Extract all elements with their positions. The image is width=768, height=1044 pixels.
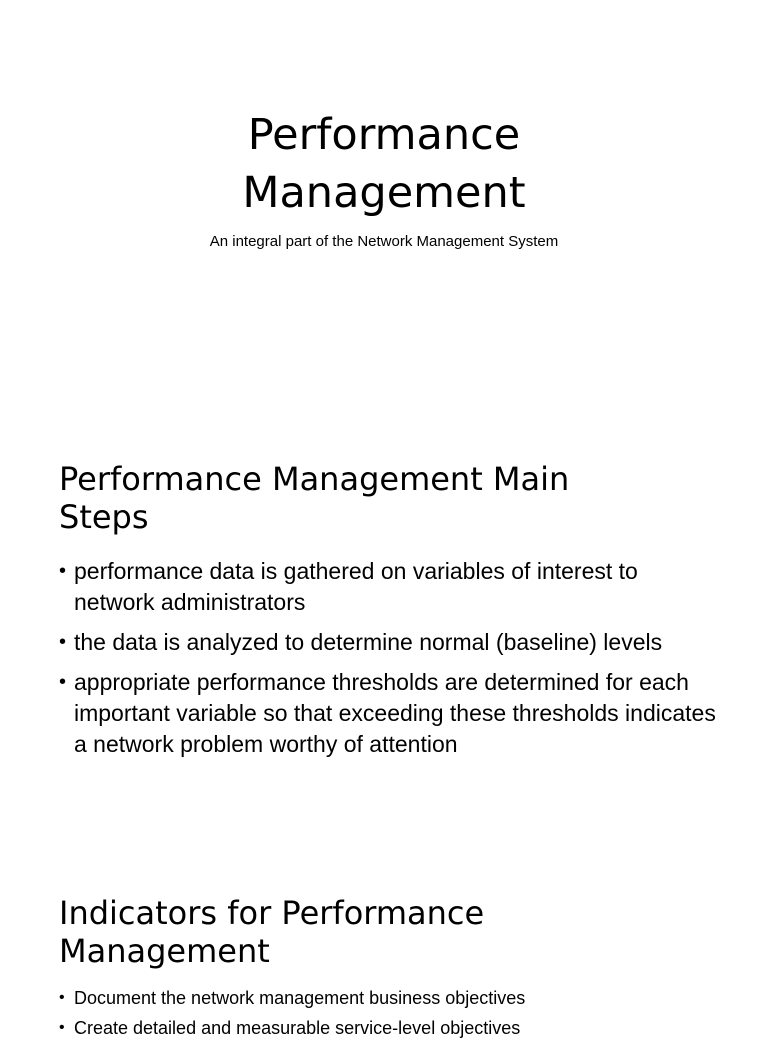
slide-heading — [59, 894, 738, 970]
bullet-item — [59, 984, 718, 1012]
bullet-text: performance data is gathered on variables of interest to network administrators — [74, 558, 638, 615]
bullet-text: Document the network management business objectives — [74, 988, 526, 1008]
slide-heading-line-2: Management — [59, 932, 270, 970]
bullet-icon: • — [59, 989, 65, 1006]
slide-heading-line-1: Indicators for Performance — [59, 894, 485, 932]
bullet-icon: • — [59, 631, 67, 653]
slide-heading-line-1: Performance Management Main — [59, 460, 570, 498]
main-steps-slide — [0, 432, 768, 864]
bullet-icon: • — [59, 560, 67, 582]
indicators-slide — [0, 864, 768, 1038]
slide-title — [0, 106, 768, 222]
slide-heading-line-2: Steps — [59, 498, 149, 536]
bullet-item — [59, 556, 718, 618]
bullet-list — [59, 556, 718, 769]
title-slide — [0, 0, 768, 432]
bullet-icon: • — [59, 671, 67, 693]
bullet-list — [59, 984, 718, 1044]
bullet-text: appropriate performance thresholds are determined for each important variable so that exceeding these thresholds indicates a network problem worthy of attention — [74, 669, 716, 757]
bullet-text: Create detailed and measurable service-level objectives — [74, 1018, 521, 1038]
bullet-item — [59, 1014, 718, 1042]
slide-subtitle: An integral part of the Network Management System — [209, 233, 559, 250]
slide-title-line-1: Performance — [247, 110, 521, 160]
slide-title-line-2: Management — [242, 168, 526, 218]
bullet-icon: • — [59, 1019, 65, 1036]
bullet-item — [59, 667, 718, 760]
slide-heading — [59, 460, 738, 536]
bullet-item — [59, 627, 718, 658]
bullet-text: the data is analyzed to determine normal (baseline) levels — [74, 629, 663, 655]
